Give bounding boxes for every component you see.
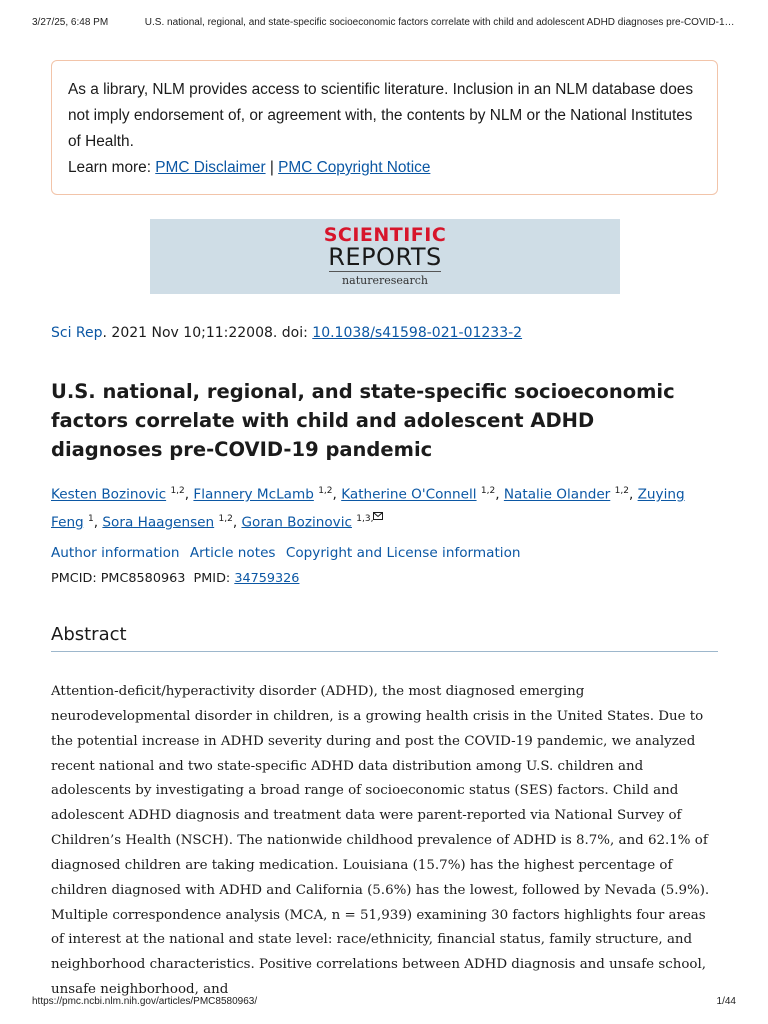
author-affiliation[interactable]: 1 (88, 513, 94, 524)
link-separator: | (269, 159, 274, 176)
pmid-link[interactable]: 34759326 (234, 571, 300, 586)
article-info-links (51, 545, 527, 561)
author-link[interactable]: Zuying Feng (51, 486, 685, 531)
journal-logo-line2: REPORTS (328, 243, 442, 271)
citation-line (51, 325, 522, 341)
pmc-copyright-notice-link[interactable]: PMC Copyright Notice (278, 159, 431, 176)
author-link[interactable]: Katherine O'Connell (341, 486, 477, 503)
journal-logo-line1: SCIENTIFIC (323, 224, 447, 246)
nlm-disclaimer-notice (51, 60, 718, 195)
envelope-icon[interactable] (373, 514, 383, 530)
journal-logo-divider (329, 271, 441, 272)
journal-name-link[interactable]: Sci Rep (51, 325, 103, 341)
page-counter: 1/44 (716, 996, 736, 1007)
print-footer (32, 996, 736, 1007)
author-list: Kesten Bozinovic $^{1,2}$, Flannery McLamb $^{1,2}$, Katherine O'Connell $^{1,2}$, Natalie Olander $^{1,2}$, Zuying Feng $^1$, Sora Haagensen $^{1,2}$, Goran Bozinovic $^{1,3,}$ (51, 486, 685, 531)
author-link[interactable]: Kesten Bozinovic (51, 486, 167, 503)
author-affiliation[interactable]: 1,2 (480, 486, 496, 496)
doi-link[interactable]: 10.1038/s41598-021-01233-2 (312, 325, 523, 341)
print-date: 3/27/25, 6:48 PM (32, 17, 109, 28)
copyright-license-toggle[interactable]: Copyright and License information (285, 545, 521, 561)
print-url: https://pmc.ncbi.nlm.nih.gov/articles/PMC8580963/ (32, 996, 258, 1007)
pmcid: PMCID: PMC8580963 (51, 571, 186, 586)
author-link[interactable]: Flannery McLamb (193, 486, 314, 503)
author-link[interactable]: Goran Bozinovic (241, 514, 352, 531)
pmid-label: PMID: (193, 571, 231, 586)
author-affiliation[interactable]: 1,2 (170, 486, 185, 496)
author-affiliation[interactable]: 1,3, (356, 513, 374, 524)
abstract-text: Attention-deficit/hyperactivity disorder (ADHD), the most diagnosed emerging neurodevelopmental disorder in children, is a growing health crisis in the United States. Due to the potential increase in ADHD severity during and post the COVID-19 pandemic, we analyzed recent national and two state-specific ADHD data distribution among U.S. children and adolescents by investigating a broad range of socioeconomic status (SES) factors. Child and adolescent ADHD diagnosis and treatment data were parent-reported via National Survey of Children’s Health (NSCH). The nationwide childhood prevalence of ADHD is 8.7%, and 62.1% of diagnosed children are taking medication. Louisiana (15.7%) has the highest percentage of children diagnosed with ADHD and California (5.6%) has the lowest, followed by Nevada (5.9%). Multiple correspondence analysis (MCA, n = 51,939) examining 30 factors highlights four areas of interest at the national and state level: race/ethnicity, financial status, family structure, and neighborhood characteristics. Positive correlations between ADHD diagnosis and unsafe school, unsafe neighborhood, and (51, 684, 710, 998)
article-title: U.S. national, regional, and state-specific socioeconomic factors correlate with child and adolescent ADHD diagnoses pre-COVID-19 pandemic (51, 380, 675, 461)
abstract-heading: Abstract (51, 624, 718, 652)
author-affiliation[interactable]: 1,2 (318, 486, 333, 496)
author-affiliation[interactable]: 1,2 (614, 486, 629, 496)
publisher-name: natureresearch (342, 274, 428, 287)
journal-banner[interactable] (150, 219, 620, 294)
print-page-title: U.S. national, regional, and state-specific socioeconomic factors correlate with child and adolescent ADHD diagnoses pre-COVID-1… (144, 17, 735, 28)
article-ids (51, 571, 299, 586)
print-header (32, 17, 736, 28)
notice-text: As a library, NLM provides access to scientific literature. Inclusion in an NLM database does not imply endorsement of, or agreement with, the contents by NLM or the National Institutes of Health. (68, 81, 694, 150)
learn-more-label: Learn more: (68, 159, 151, 176)
article-notes-toggle[interactable]: Article notes (189, 545, 276, 561)
pmc-disclaimer-link[interactable]: PMC Disclaimer (155, 159, 266, 176)
author-link[interactable]: Sora Haagensen (102, 514, 215, 531)
author-information-toggle[interactable]: Author information (51, 545, 180, 561)
author-affiliation[interactable]: 1,2 (218, 513, 233, 524)
citation-details: . 2021 Nov 10;11:22008. doi: (102, 325, 313, 341)
author-link[interactable]: Natalie Olander (503, 486, 611, 503)
